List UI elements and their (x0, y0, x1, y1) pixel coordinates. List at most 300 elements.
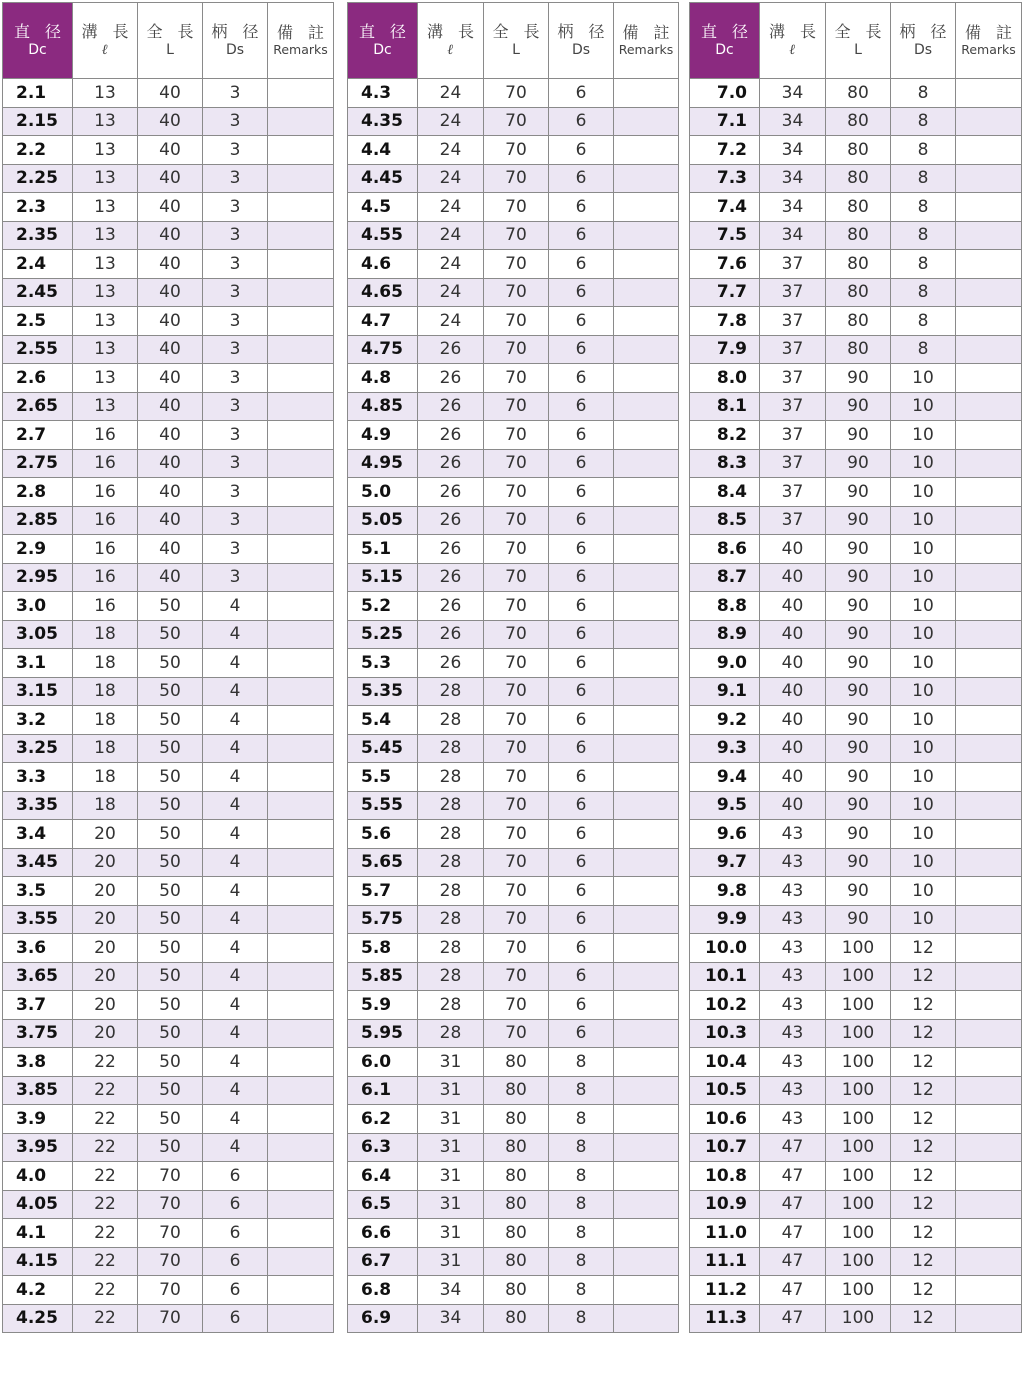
cell-flute-length: 37 (760, 449, 826, 478)
cell-diameter: 8.4 (690, 478, 760, 507)
cell-shank-diameter: 12 (891, 962, 956, 991)
cell-overall-length: 80 (484, 1048, 549, 1077)
cell-flute-length: 37 (760, 278, 826, 307)
cell-flute-length: 13 (73, 136, 138, 165)
cell-remarks (268, 1276, 334, 1305)
cell-flute-length: 28 (418, 905, 484, 934)
table-row (3, 877, 334, 906)
table-row (3, 677, 334, 706)
cell-remarks (614, 934, 679, 963)
cell-flute-length: 20 (73, 934, 138, 963)
table-header (690, 3, 1022, 79)
table-row (348, 1162, 679, 1191)
cell-overall-length: 50 (138, 820, 203, 849)
table-row (3, 221, 334, 250)
table-row (690, 1162, 1022, 1191)
cell-remarks (614, 535, 679, 564)
cell-remarks (268, 820, 334, 849)
cell-overall-length: 100 (826, 1162, 891, 1191)
cell-overall-length: 70 (484, 734, 549, 763)
cell-flute-length: 47 (760, 1276, 826, 1305)
cell-shank-diameter: 4 (203, 1048, 268, 1077)
cell-shank-diameter: 4 (203, 820, 268, 849)
cell-remarks (956, 1190, 1022, 1219)
cell-diameter: 4.65 (348, 278, 418, 307)
cell-shank-diameter: 6 (549, 905, 614, 934)
cell-remarks (614, 905, 679, 934)
cell-overall-length: 80 (826, 278, 891, 307)
cell-overall-length: 80 (484, 1133, 549, 1162)
cell-overall-length: 80 (826, 307, 891, 336)
cell-overall-length: 90 (826, 392, 891, 421)
cell-remarks (614, 1247, 679, 1276)
cell-shank-diameter: 4 (203, 791, 268, 820)
cell-flute-length: 28 (418, 962, 484, 991)
header-remarks: 備 註 Remarks (614, 3, 679, 79)
cell-remarks (956, 649, 1022, 678)
cell-flute-length: 31 (418, 1247, 484, 1276)
cell-diameter: 3.35 (3, 791, 73, 820)
header-flute-length: 溝 長 ℓ (760, 3, 826, 79)
table-row (348, 563, 679, 592)
cell-flute-length: 43 (760, 962, 826, 991)
table-header (348, 3, 679, 79)
cell-remarks (268, 1190, 334, 1219)
cell-diameter: 8.0 (690, 364, 760, 393)
cell-overall-length: 40 (138, 421, 203, 450)
cell-remarks (268, 848, 334, 877)
cell-flute-length: 37 (760, 364, 826, 393)
cell-overall-length: 50 (138, 649, 203, 678)
cell-overall-length: 90 (826, 877, 891, 906)
cell-flute-length: 24 (418, 79, 484, 108)
table-row (348, 905, 679, 934)
cell-overall-length: 100 (826, 991, 891, 1020)
cell-overall-length: 50 (138, 905, 203, 934)
cell-remarks (614, 1162, 679, 1191)
table-row (3, 478, 334, 507)
cell-remarks (268, 934, 334, 963)
cell-overall-length: 40 (138, 535, 203, 564)
cell-overall-length: 50 (138, 962, 203, 991)
table-row (3, 1048, 334, 1077)
cell-overall-length: 40 (138, 278, 203, 307)
table-row (3, 364, 334, 393)
cell-remarks (268, 478, 334, 507)
table-row (690, 763, 1022, 792)
cell-remarks (956, 193, 1022, 222)
cell-flute-length: 43 (760, 877, 826, 906)
cell-flute-length: 34 (760, 193, 826, 222)
cell-shank-diameter: 12 (891, 1133, 956, 1162)
cell-shank-diameter: 10 (891, 620, 956, 649)
cell-flute-length: 31 (418, 1105, 484, 1134)
cell-flute-length: 37 (760, 478, 826, 507)
cell-overall-length: 70 (484, 763, 549, 792)
cell-overall-length: 80 (484, 1304, 549, 1333)
cell-shank-diameter: 6 (549, 791, 614, 820)
cell-flute-length: 13 (73, 107, 138, 136)
header-shank-diameter: 柄 径 Ds (203, 3, 268, 79)
table-row (3, 79, 334, 108)
cell-diameter: 3.85 (3, 1076, 73, 1105)
cell-diameter: 7.2 (690, 136, 760, 165)
cell-shank-diameter: 10 (891, 820, 956, 849)
cell-overall-length: 70 (484, 848, 549, 877)
cell-flute-length: 34 (760, 221, 826, 250)
cell-overall-length: 90 (826, 905, 891, 934)
cell-shank-diameter: 8 (891, 221, 956, 250)
cell-overall-length: 70 (138, 1162, 203, 1191)
table-body (690, 79, 1022, 1333)
cell-remarks (268, 1247, 334, 1276)
table-row (3, 136, 334, 165)
cell-remarks (268, 1162, 334, 1191)
cell-remarks (956, 706, 1022, 735)
cell-diameter: 3.2 (3, 706, 73, 735)
cell-flute-length: 31 (418, 1133, 484, 1162)
cell-shank-diameter: 8 (549, 1048, 614, 1077)
table-row (690, 848, 1022, 877)
cell-remarks (956, 1048, 1022, 1077)
table-row (3, 421, 334, 450)
cell-flute-length: 28 (418, 677, 484, 706)
cell-overall-length: 70 (484, 991, 549, 1020)
table-row (690, 364, 1022, 393)
table-body (348, 79, 679, 1333)
cell-diameter: 5.5 (348, 763, 418, 792)
table-row (3, 592, 334, 621)
cell-remarks (956, 848, 1022, 877)
cell-overall-length: 40 (138, 392, 203, 421)
cell-shank-diameter: 6 (203, 1247, 268, 1276)
cell-flute-length: 24 (418, 136, 484, 165)
table-row (3, 278, 334, 307)
cell-diameter: 4.1 (3, 1219, 73, 1248)
table-row (690, 107, 1022, 136)
cell-remarks (956, 449, 1022, 478)
table-row (3, 449, 334, 478)
cell-overall-length: 90 (826, 478, 891, 507)
cell-remarks (268, 962, 334, 991)
table-row (348, 592, 679, 621)
cell-shank-diameter: 6 (203, 1219, 268, 1248)
table-row (690, 734, 1022, 763)
cell-overall-length: 100 (826, 1247, 891, 1276)
cell-flute-length: 40 (760, 677, 826, 706)
table-row (348, 79, 679, 108)
cell-diameter: 8.6 (690, 535, 760, 564)
cell-overall-length: 40 (138, 478, 203, 507)
header-diameter: 直 径 Dc (3, 3, 73, 79)
cell-remarks (614, 392, 679, 421)
cell-shank-diameter: 4 (203, 905, 268, 934)
cell-overall-length: 70 (484, 335, 549, 364)
cell-remarks (956, 991, 1022, 1020)
cell-diameter: 3.65 (3, 962, 73, 991)
cell-remarks (268, 563, 334, 592)
cell-diameter: 3.0 (3, 592, 73, 621)
cell-diameter: 7.5 (690, 221, 760, 250)
cell-overall-length: 100 (826, 934, 891, 963)
cell-overall-length: 70 (484, 592, 549, 621)
table-row (3, 905, 334, 934)
cell-flute-length: 40 (760, 592, 826, 621)
cell-overall-length: 70 (484, 934, 549, 963)
table-row (3, 164, 334, 193)
cell-flute-length: 26 (418, 478, 484, 507)
table-row (3, 392, 334, 421)
cell-overall-length: 50 (138, 791, 203, 820)
table-row (348, 734, 679, 763)
cell-shank-diameter: 10 (891, 364, 956, 393)
cell-diameter: 4.95 (348, 449, 418, 478)
table-row (690, 1304, 1022, 1333)
table-row (348, 677, 679, 706)
table-row (348, 1019, 679, 1048)
cell-diameter: 6.8 (348, 1276, 418, 1305)
cell-overall-length: 40 (138, 335, 203, 364)
cell-remarks (956, 1076, 1022, 1105)
cell-diameter: 9.9 (690, 905, 760, 934)
table-row (348, 449, 679, 478)
cell-overall-length: 40 (138, 136, 203, 165)
cell-flute-length: 43 (760, 1019, 826, 1048)
cell-overall-length: 70 (484, 706, 549, 735)
cell-flute-length: 28 (418, 848, 484, 877)
cell-flute-length: 18 (73, 620, 138, 649)
cell-shank-diameter: 6 (549, 449, 614, 478)
cell-shank-diameter: 4 (203, 848, 268, 877)
cell-flute-length: 16 (73, 592, 138, 621)
table-row (3, 1247, 334, 1276)
cell-overall-length: 80 (826, 164, 891, 193)
cell-shank-diameter: 8 (549, 1076, 614, 1105)
cell-diameter: 5.55 (348, 791, 418, 820)
header-remarks: 備 註 Remarks (268, 3, 334, 79)
cell-flute-length: 40 (760, 706, 826, 735)
cell-remarks (614, 991, 679, 1020)
cell-shank-diameter: 6 (549, 1019, 614, 1048)
table-row (3, 1304, 334, 1333)
cell-flute-length: 18 (73, 734, 138, 763)
table-row (3, 563, 334, 592)
cell-diameter: 2.3 (3, 193, 73, 222)
cell-overall-length: 40 (138, 221, 203, 250)
table-row (690, 506, 1022, 535)
cell-shank-diameter: 10 (891, 535, 956, 564)
cell-flute-length: 16 (73, 563, 138, 592)
cell-flute-length: 22 (73, 1190, 138, 1219)
table-row (690, 136, 1022, 165)
cell-shank-diameter: 4 (203, 877, 268, 906)
cell-remarks (956, 734, 1022, 763)
cell-remarks (614, 136, 679, 165)
cell-shank-diameter: 10 (891, 848, 956, 877)
cell-diameter: 4.45 (348, 164, 418, 193)
cell-shank-diameter: 10 (891, 877, 956, 906)
cell-flute-length: 28 (418, 991, 484, 1020)
cell-shank-diameter: 8 (891, 136, 956, 165)
header-flute-length: 溝 長 ℓ (73, 3, 138, 79)
cell-shank-diameter: 6 (549, 164, 614, 193)
table-row (348, 335, 679, 364)
header-flute-length: 溝 長 ℓ (418, 3, 484, 79)
cell-overall-length: 90 (826, 620, 891, 649)
cell-remarks (956, 164, 1022, 193)
table-row (348, 1190, 679, 1219)
table-row (690, 478, 1022, 507)
table-row (348, 877, 679, 906)
cell-shank-diameter: 6 (549, 79, 614, 108)
cell-overall-length: 80 (826, 136, 891, 165)
cell-diameter: 5.1 (348, 535, 418, 564)
table-row (3, 934, 334, 963)
cell-diameter: 2.5 (3, 307, 73, 336)
cell-remarks (614, 364, 679, 393)
cell-remarks (956, 677, 1022, 706)
table-row (348, 1247, 679, 1276)
cell-remarks (268, 221, 334, 250)
cell-overall-length: 70 (138, 1219, 203, 1248)
cell-diameter: 4.7 (348, 307, 418, 336)
table-row (690, 1276, 1022, 1305)
cell-flute-length: 28 (418, 791, 484, 820)
cell-diameter: 2.6 (3, 364, 73, 393)
table-row (348, 649, 679, 678)
cell-diameter: 7.8 (690, 307, 760, 336)
cell-diameter: 9.4 (690, 763, 760, 792)
cell-shank-diameter: 12 (891, 1304, 956, 1333)
cell-diameter: 4.05 (3, 1190, 73, 1219)
cell-flute-length: 24 (418, 164, 484, 193)
cell-diameter: 2.25 (3, 164, 73, 193)
cell-flute-length: 31 (418, 1162, 484, 1191)
cell-flute-length: 26 (418, 392, 484, 421)
cell-shank-diameter: 8 (891, 107, 956, 136)
table-row (348, 307, 679, 336)
cell-flute-length: 28 (418, 734, 484, 763)
cell-shank-diameter: 6 (549, 649, 614, 678)
cell-flute-length: 24 (418, 250, 484, 279)
cell-diameter: 2.85 (3, 506, 73, 535)
table-row (348, 934, 679, 963)
table-row (3, 706, 334, 735)
cell-overall-length: 70 (138, 1247, 203, 1276)
cell-remarks (268, 877, 334, 906)
cell-shank-diameter: 3 (203, 335, 268, 364)
cell-remarks (614, 734, 679, 763)
cell-overall-length: 90 (826, 677, 891, 706)
cell-flute-length: 16 (73, 506, 138, 535)
cell-shank-diameter: 10 (891, 649, 956, 678)
cell-flute-length: 13 (73, 335, 138, 364)
cell-remarks (956, 1162, 1022, 1191)
table-row (690, 934, 1022, 963)
cell-diameter: 10.9 (690, 1190, 760, 1219)
header-shank-diameter: 柄 径 Ds (549, 3, 614, 79)
cell-shank-diameter: 6 (549, 107, 614, 136)
cell-shank-diameter: 3 (203, 107, 268, 136)
cell-remarks (614, 877, 679, 906)
cell-flute-length: 26 (418, 592, 484, 621)
table-row (690, 563, 1022, 592)
cell-flute-length: 20 (73, 877, 138, 906)
table-row (3, 649, 334, 678)
cell-remarks (614, 706, 679, 735)
table-row (348, 1276, 679, 1305)
cell-shank-diameter: 3 (203, 563, 268, 592)
cell-remarks (956, 877, 1022, 906)
cell-remarks (956, 1105, 1022, 1134)
table-row (690, 962, 1022, 991)
cell-diameter: 6.9 (348, 1304, 418, 1333)
cell-overall-length: 50 (138, 592, 203, 621)
cell-diameter: 4.2 (3, 1276, 73, 1305)
cell-remarks (614, 1048, 679, 1077)
table-row (348, 221, 679, 250)
cell-shank-diameter: 6 (549, 962, 614, 991)
cell-remarks (956, 763, 1022, 792)
spec-table-1 (2, 2, 334, 1333)
cell-flute-length: 22 (73, 1276, 138, 1305)
cell-shank-diameter: 8 (891, 278, 956, 307)
cell-remarks (614, 649, 679, 678)
table-row (3, 1105, 334, 1134)
cell-shank-diameter: 3 (203, 278, 268, 307)
cell-diameter: 10.6 (690, 1105, 760, 1134)
table-row (690, 164, 1022, 193)
cell-shank-diameter: 8 (549, 1276, 614, 1305)
cell-shank-diameter: 6 (549, 307, 614, 336)
cell-diameter: 5.35 (348, 677, 418, 706)
cell-flute-length: 22 (73, 1105, 138, 1134)
cell-remarks (268, 250, 334, 279)
cell-overall-length: 40 (138, 79, 203, 108)
cell-overall-length: 90 (826, 820, 891, 849)
cell-diameter: 10.7 (690, 1133, 760, 1162)
cell-overall-length: 70 (484, 449, 549, 478)
cell-shank-diameter: 6 (203, 1190, 268, 1219)
cell-overall-length: 90 (826, 421, 891, 450)
table-row (348, 392, 679, 421)
cell-remarks (268, 592, 334, 621)
cell-diameter: 7.4 (690, 193, 760, 222)
table-row (690, 278, 1022, 307)
cell-remarks (614, 620, 679, 649)
table-row (348, 763, 679, 792)
cell-overall-length: 70 (484, 905, 549, 934)
cell-flute-length: 47 (760, 1247, 826, 1276)
cell-shank-diameter: 3 (203, 193, 268, 222)
cell-diameter: 3.75 (3, 1019, 73, 1048)
cell-diameter: 3.25 (3, 734, 73, 763)
cell-overall-length: 50 (138, 1076, 203, 1105)
cell-shank-diameter: 10 (891, 677, 956, 706)
cell-overall-length: 90 (826, 506, 891, 535)
spec-table-3 (689, 2, 1022, 1333)
cell-shank-diameter: 12 (891, 1076, 956, 1105)
cell-diameter: 8.3 (690, 449, 760, 478)
cell-diameter: 6.0 (348, 1048, 418, 1077)
cell-flute-length: 20 (73, 905, 138, 934)
cell-overall-length: 80 (484, 1276, 549, 1305)
cell-flute-length: 13 (73, 307, 138, 336)
cell-remarks (268, 278, 334, 307)
table-row (3, 307, 334, 336)
cell-diameter: 2.45 (3, 278, 73, 307)
cell-shank-diameter: 4 (203, 649, 268, 678)
